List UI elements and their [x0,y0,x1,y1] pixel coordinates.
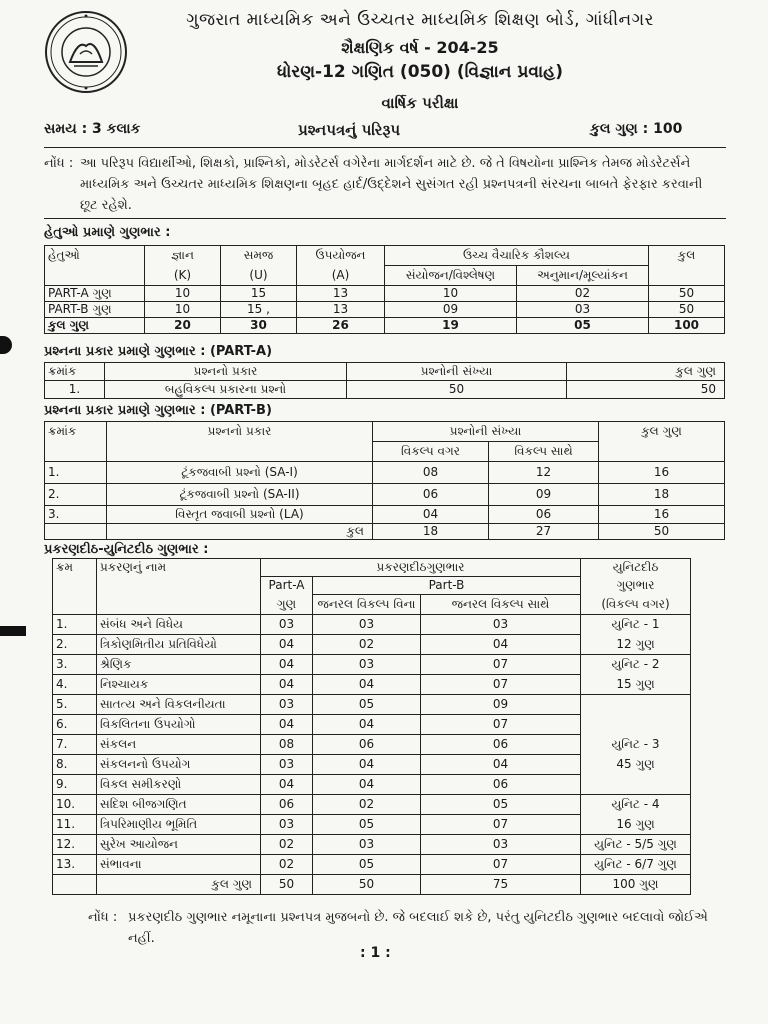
table-cell: 12 [489,462,599,484]
guidance-note [44,153,724,216]
table-row [45,302,725,318]
chapters-header-unit-weight: યુનિટદીઠ [581,559,691,577]
table-cell: સંભાવના [97,855,261,875]
table-cell: 03 [313,615,421,635]
table-cell: 10. [53,795,97,815]
objectives-header-understanding-code: (U) [221,266,297,286]
header-divider [44,147,726,148]
table-cell: 8. [53,755,97,775]
chapters-header-weight: પ્રકરણદીઠગુણભાર [261,559,581,577]
table-cell: 04 [421,635,581,655]
table-row [53,695,691,715]
table-cell: 02 [517,286,649,302]
table-cell: 2. [45,484,107,506]
note-text: આ પરિરૂપ વિદ્યાર્થીઓ, શિક્ષકો, પ્રાશ્નિકો, મોડરેટર્સ વગેરેના માર્ગદર્શન માટે છે. જે તે વિષયોના પ્રાશ્નિક તેમજ મોડરેટર્સને માધ્યમિક અને ઉચ્ચતર માધ્યમિક શિક્ષણના બૃહદ હાર્દ/ઉદ્દેશને સુસંગત રહી પ્રશ્નપત્રની સંરચના બાબતે ફેરફાર કરવાની છૂટ રહેશે. [80,156,703,213]
table-cell: 10 [385,286,517,302]
chapters-header-general-no-choice: જનરલ વિકલ્પ વિના [313,595,421,615]
part-a-header-count: પ્રશ્નોની સંખ્યા [347,363,567,381]
chapters-heading: પ્રકરણદીઠ-યુનિટદીઠ ગુણભાર : [44,542,209,557]
part-b-header-count: પ્રશ્નોની સંખ્યા [373,422,599,442]
part-b-header-no: ક્રમાંક [45,422,107,442]
table-cell: વિસ્તૃત જવાબી પ્રશ્નો (LA) [107,506,373,524]
table-row [45,286,725,302]
table-row [53,875,691,895]
table-cell: 15 [221,286,297,302]
objectives-header-knowledge-code: (K) [145,266,221,286]
table-cell: 02 [261,835,313,855]
table-cell: 75 [421,875,581,895]
table-cell: સાતત્ય અને વિકલનીયતા [97,695,261,715]
table-row [53,615,691,635]
part-b-header-with-choice: વિકલ્પ સાથે [489,442,599,462]
objectives-header-total: કુલ [649,246,725,266]
table-cell: કુલ ગુણ [45,318,145,334]
table-cell: 100 [649,318,725,334]
table-cell: 04 [313,755,421,775]
table-cell: 05 [517,318,649,334]
table-cell: 05 [313,855,421,875]
table-row [45,524,725,540]
table-cell: 10 [145,286,221,302]
table-cell: 09 [385,302,517,318]
objectives-header-synthesis: સંયોજન/વિશ્લેષણ [385,266,517,286]
table-cell: 50 [649,302,725,318]
table-cell: 04 [261,715,313,735]
table-cell: સંબંધ અને વિધેય [97,615,261,635]
table-cell: 08 [373,462,489,484]
table-cell: સંકલન [97,735,261,755]
table-cell: ટૂંકજવાબી પ્રશ્નો (SA-I) [107,462,373,484]
part-b-table [44,421,725,540]
table-cell: 05 [421,795,581,815]
unit-4-marks: 16 ગુણ [581,815,691,835]
chapters-header-no: ક્રમ [53,559,97,577]
table-cell: કુલ [107,524,373,540]
part-a-header-no: ક્રમાંક [45,363,105,381]
table-cell: 05 [313,815,421,835]
table-cell: 07 [421,675,581,695]
table-row [45,484,725,506]
table-cell: 13 [297,286,385,302]
part-b-header-total: કુલ ગુણ [599,422,725,442]
chapters-header-unit-weight-2: ગુણભાર [581,577,691,595]
table-cell: 03 [261,695,313,715]
table-cell: કુલ ગુણ [97,875,261,895]
punch-hole-mark [0,336,12,354]
table-cell: શ્રેણિક [97,655,261,675]
table-cell: ત્રિકોણમિતીય પ્રતિવિધેયો [97,635,261,655]
note-label: નોંધ : [44,156,74,171]
objectives-header-objective: હેતુઓ [45,246,145,266]
table-cell: ત્રિપરિમાણીય ભૂમિતિ [97,815,261,835]
table-cell: 03 [261,615,313,635]
table-cell: 50 [649,286,725,302]
objectives-header-understanding: સમજ [221,246,297,266]
unit-3-name: યુનિટ - 3 [581,735,691,755]
exam-duration: સમય : 3 કલાક [44,121,141,137]
table-cell: 06 [373,484,489,506]
table-cell: 06 [421,775,581,795]
table-cell: 7. [53,735,97,755]
table-row [45,462,725,484]
table-cell: 3. [53,655,97,675]
part-b-header-without-choice: વિકલ્પ વગર [373,442,489,462]
table-cell: 50 [347,381,567,399]
chapters-table [52,558,691,895]
table-row [53,635,691,655]
table-cell: 13. [53,855,97,875]
table-cell: ટૂંકજવાબી પ્રશ્નો (SA-II) [107,484,373,506]
table-cell: 18 [373,524,489,540]
table-cell: 03 [421,615,581,635]
part-b-heading: પ્રશ્નના પ્રકાર પ્રમાણે ગુણભાર : (PART-B) [44,403,272,418]
table-cell: 26 [297,318,385,334]
unit-total: 100 ગુણ [581,875,691,895]
unit-1-marks: 12 ગુણ [581,635,691,655]
table-row [53,655,691,675]
table-cell: બહુવિકલ્પ પ્રકારના પ્રશ્નો [105,381,347,399]
table-cell: 20 [145,318,221,334]
table-cell: 09 [489,484,599,506]
table-cell: 02 [261,855,313,875]
table-row [53,815,691,835]
table-cell: 30 [221,318,297,334]
table-cell: 03 [261,755,313,775]
table-cell: 1. [45,462,107,484]
table-cell: સદિશ બીજગણિત [97,795,261,815]
chapters-header-general-with-choice: જનરલ વિકલ્પ સાથે [421,595,581,615]
table-cell: 07 [421,855,581,875]
table-cell: 12. [53,835,97,855]
footnote [88,907,728,949]
table-cell: 16 [599,506,725,524]
table-cell: 04 [421,755,581,775]
total-marks: કુલ ગુણ : 100 [590,121,683,137]
exam-name: વાર્ષિક પરીક્ષા [381,94,459,112]
part-b-header-type: પ્રશ્નનો પ્રકાર [107,422,373,442]
page-number: : 1 : [360,945,391,961]
table-cell: 08 [261,735,313,755]
table-cell: સંકલનનો ઉપયોગ [97,755,261,775]
objectives-header-application: ઉપયોજન [297,246,385,266]
table-cell: 5. [53,695,97,715]
table-cell: 04 [373,506,489,524]
document-title: પ્રશ્નપત્રનું પરિરૂપ [298,121,401,139]
table-cell: 50 [261,875,313,895]
objectives-header-knowledge: જ્ઞાન [145,246,221,266]
table-cell: 04 [313,715,421,735]
unit-6: યુનિટ - 6/7 ગુણ [581,855,691,875]
table-cell: 11. [53,815,97,835]
table-row [45,381,725,399]
table-cell: 03 [261,815,313,835]
table-cell: વિકલિતના ઉપયોગો [97,715,261,735]
table-cell: 06 [421,735,581,755]
table-cell: સુરેખ આયોજન [97,835,261,855]
table-row [45,318,725,334]
table-cell: 07 [421,655,581,675]
table-cell: PART-A ગુણ [45,286,145,302]
part-a-heading: પ્રશ્નના પ્રકાર પ્રમાણે ગુણભાર : (PART-A) [44,344,273,359]
note-divider [44,218,726,219]
unit-2-marks: 15 ગુણ [581,675,691,695]
table-row [53,775,691,795]
table-cell: 1. [53,615,97,635]
chapters-header-unit-weight-3: (વિકલ્પ વગર) [581,595,691,615]
table-row [53,755,691,775]
objectives-header-hots: ઉચ્ચ વૈચારિક કૌશલ્ય [385,246,649,266]
unit-2-name: યુનિટ - 2 [581,655,691,675]
table-cell: 09 [421,695,581,715]
unit-4-name: યુનિટ - 4 [581,795,691,815]
table-cell: 06 [313,735,421,755]
table-cell: 03 [313,655,421,675]
table-cell: 15 , [221,302,297,318]
footnote-text: પ્રકરણદીઠ ગુણભાર નમૂનાના પ્રશ્નપત્ર મુજબનો છે. જે બદલાઈ શકે છે, પરંતુ યુનિટદીઠ ગુણભાર બદલાવો જોઈએ નહીં. [128,910,708,946]
table-cell: 04 [261,635,313,655]
table-cell: 03 [313,835,421,855]
part-a-header-total: કુલ ગુણ [567,363,725,381]
table-cell: 10 [145,302,221,318]
subject-title: ધોરણ-12 ગણિત (050) (વિજ્ઞાન પ્રવાહ) [276,62,564,82]
part-a-table [44,362,725,399]
table-cell: 50 [567,381,725,399]
table-cell: 13 [297,302,385,318]
table-cell: 03 [421,835,581,855]
chapters-header-part-a: Part-A [261,577,313,595]
chapters-header-name: પ્રકરણનું નામ [97,559,261,577]
objectives-table [44,245,725,334]
unit-1-name: યુનિટ - 1 [581,615,691,635]
table-row [53,795,691,815]
unit-3-marks: 45 ગુણ [581,755,691,775]
chapters-header-marks: ગુણ [261,595,313,615]
table-row [45,506,725,524]
table-cell: 03 [517,302,649,318]
table-cell: 9. [53,775,97,795]
academic-year: શૈક્ષણિક વર્ષ - 204-25 [341,38,499,57]
table-cell: PART-B ગુણ [45,302,145,318]
chapters-header-part-b: Part-B [313,577,581,595]
binder-clip-mark [0,626,26,636]
table-cell: 07 [421,815,581,835]
table-cell: નિશ્ચાયક [97,675,261,695]
table-cell: 19 [385,318,517,334]
table-cell: 50 [599,524,725,540]
table-row [53,835,691,855]
table-cell: 04 [313,675,421,695]
table-cell: 27 [489,524,599,540]
table-cell: 02 [313,795,421,815]
table-cell: 4. [53,675,97,695]
table-row [53,715,691,735]
table-cell: 1. [45,381,105,399]
table-cell: 04 [313,775,421,795]
table-cell: 6. [53,715,97,735]
board-name: ગુજરાત માધ્યમિક અને ઉચ્ચતર માધ્યમિક શિક્ષણ બોર્ડ, ગાંધીનગર [186,10,654,30]
table-cell: 04 [261,675,313,695]
table-cell: વિકલ સમીકરણો [97,775,261,795]
table-cell: 04 [261,775,313,795]
table-row [53,735,691,755]
board-seal-logo [44,10,128,94]
objectives-header-application-code: (A) [297,266,385,286]
table-cell: 04 [261,655,313,675]
objectives-heading: હેતુઓ પ્રમાણે ગુણભાર : [44,225,171,240]
table-cell: 2. [53,635,97,655]
part-a-header-type: પ્રશ્નનો પ્રકાર [105,363,347,381]
table-cell: 16 [599,462,725,484]
table-cell: 3. [45,506,107,524]
table-cell: 06 [261,795,313,815]
table-row [53,675,691,695]
table-cell: 07 [421,715,581,735]
table-cell: 02 [313,635,421,655]
table-row [53,855,691,875]
table-cell: 05 [313,695,421,715]
objectives-header-evaluation: અનુમાન/મૂલ્યાંકન [517,266,649,286]
footnote-label: નોંધ : [88,910,118,925]
table-cell: 18 [599,484,725,506]
unit-5: યુનિટ - 5/5 ગુણ [581,835,691,855]
table-cell: 06 [489,506,599,524]
table-cell: 50 [313,875,421,895]
